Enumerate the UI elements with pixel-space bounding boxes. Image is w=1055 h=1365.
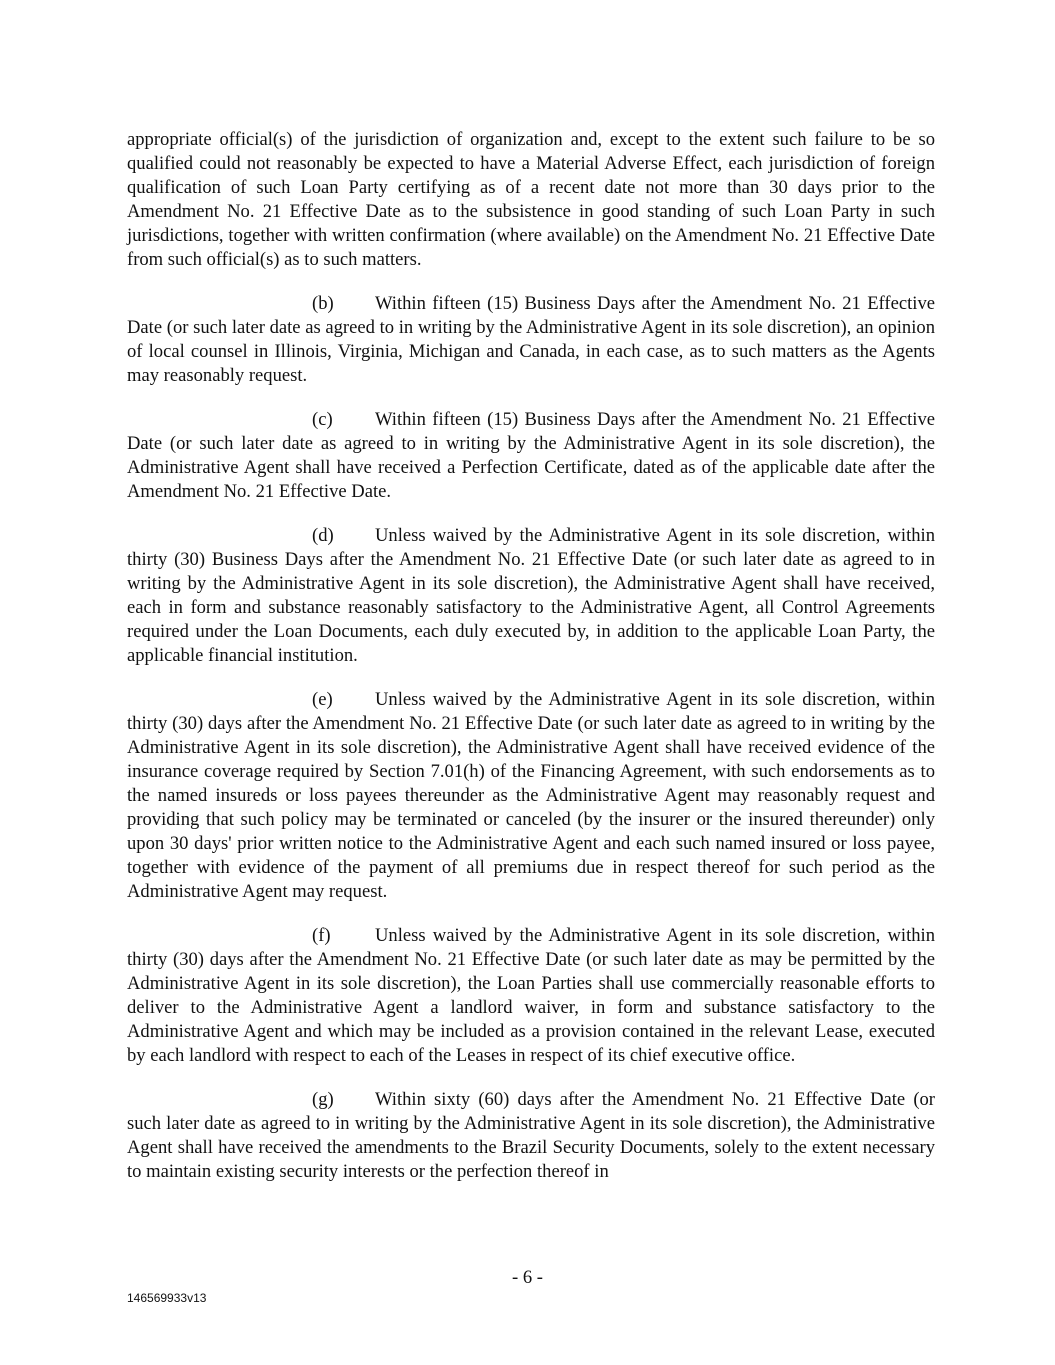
paragraph-text: Unless waived by the Administrative Agent in its sole discretion, within thirty (30) days after the Amendment No. 21 Effective Date (or such later date as agreed to in writing by the Administrative Agent in its sole discretion), the Administrative Agent shall have received evidence of the insurance coverage required by Section 7.01(h) of the Financing Agreement, with such endorsements as to the named insureds or loss payees thereunder as the Administrative Agent may reasonably request and providing that such policy may be terminated or canceled (by the insurer or the insured thereunder) only upon 30 days' prior written notice to the Administrative Agent and each such named insured or loss payee, together with evidence of the payment of all premiums due in respect thereof for such period as the Administrative Agent may request.	[127, 689, 935, 902]
paragraph-e	[127, 688, 935, 904]
paragraph-text: Within fifteen (15) Business Days after the Amendment No. 21 Effective Date (or such later date as agreed to in writing by the Administrative Agent in its sole discretion), the Administrative Agent shall have received a Perfection Certificate, dated as of the applicable date after the Amendment No. 21 Effective Date.	[127, 409, 935, 502]
paragraph-label: (e)	[312, 689, 333, 710]
paragraph-text: appropriate official(s) of the jurisdiction of organization and, except to the extent such failure to be so qualified could not reasonably be expected to have a Material Adverse Effect, each jurisdiction of foreign qualification of such Loan Party certifying as of a recent date not more than 30 days prior to the Amendment No. 21 Effective Date as to the subsistence in good standing of such Loan Party in such jurisdictions, together with written confirmation (where available) on the Amendment No. 21 Effective Date from such official(s) as to such matters.	[127, 129, 935, 270]
paragraph-c	[127, 408, 935, 504]
paragraph-text: Within sixty (60) days after the Amendment No. 21 Effective Date (or such later date as agreed to in writing by the Administrative Agent in its sole discretion), the Administrative Agent shall have received the amendments to the Brazil Security Documents, solely to the extent necessary to maintain existing security interests or the perfection thereof in	[127, 1089, 935, 1182]
paragraph-a-continuation	[127, 128, 935, 272]
document-id: 146569933v13	[127, 1291, 207, 1305]
paragraph-text: Within fifteen (15) Business Days after the Amendment No. 21 Effective Date (or such later date as agreed to in writing by the Administrative Agent in its sole discretion), an opinion of local counsel in Illinois, Virginia, Michigan and Canada, in each case, as to such matters as the Agents may reasonably request.	[127, 293, 935, 386]
paragraph-g	[127, 1088, 935, 1184]
paragraph-f	[127, 924, 935, 1068]
paragraph-label: (f)	[312, 925, 331, 946]
paragraph-label: (b)	[312, 293, 334, 314]
paragraph-d	[127, 524, 935, 668]
paragraph-text: Unless waived by the Administrative Agent in its sole discretion, within thirty (30) days after the Amendment No. 21 Effective Date (or such later date as may be permitted by the Administrative Agent in its sole discretion), the Loan Parties shall use commercially reasonable efforts to deliver to the Administrative Agent a landlord waiver, in form and substance satisfactory to the Administrative Agent and which may be included as a provision contained in the relevant Lease, executed by each landlord with respect to each of the Leases in respect of its chief executive office.	[127, 925, 935, 1066]
paragraph-text: Unless waived by the Administrative Agent in its sole discretion, within thirty (30) Business Days after the Amendment No. 21 Effective Date (or such later date as agreed to in writing by the Administrative Agent in its sole discretion), the Administrative Agent shall have received, each in form and substance reasonably satisfactory to the Administrative Agent, all Control Agreements required under the Loan Documents, each duly executed by, in addition to the applicable Loan Party, the applicable financial institution.	[127, 525, 935, 666]
paragraph-label: (g)	[312, 1089, 334, 1110]
page-number: - 6 -	[512, 1267, 543, 1288]
paragraph-label: (d)	[312, 525, 334, 546]
paragraph-label: (c)	[312, 409, 333, 430]
paragraph-b	[127, 292, 935, 388]
document-body	[127, 128, 935, 1204]
